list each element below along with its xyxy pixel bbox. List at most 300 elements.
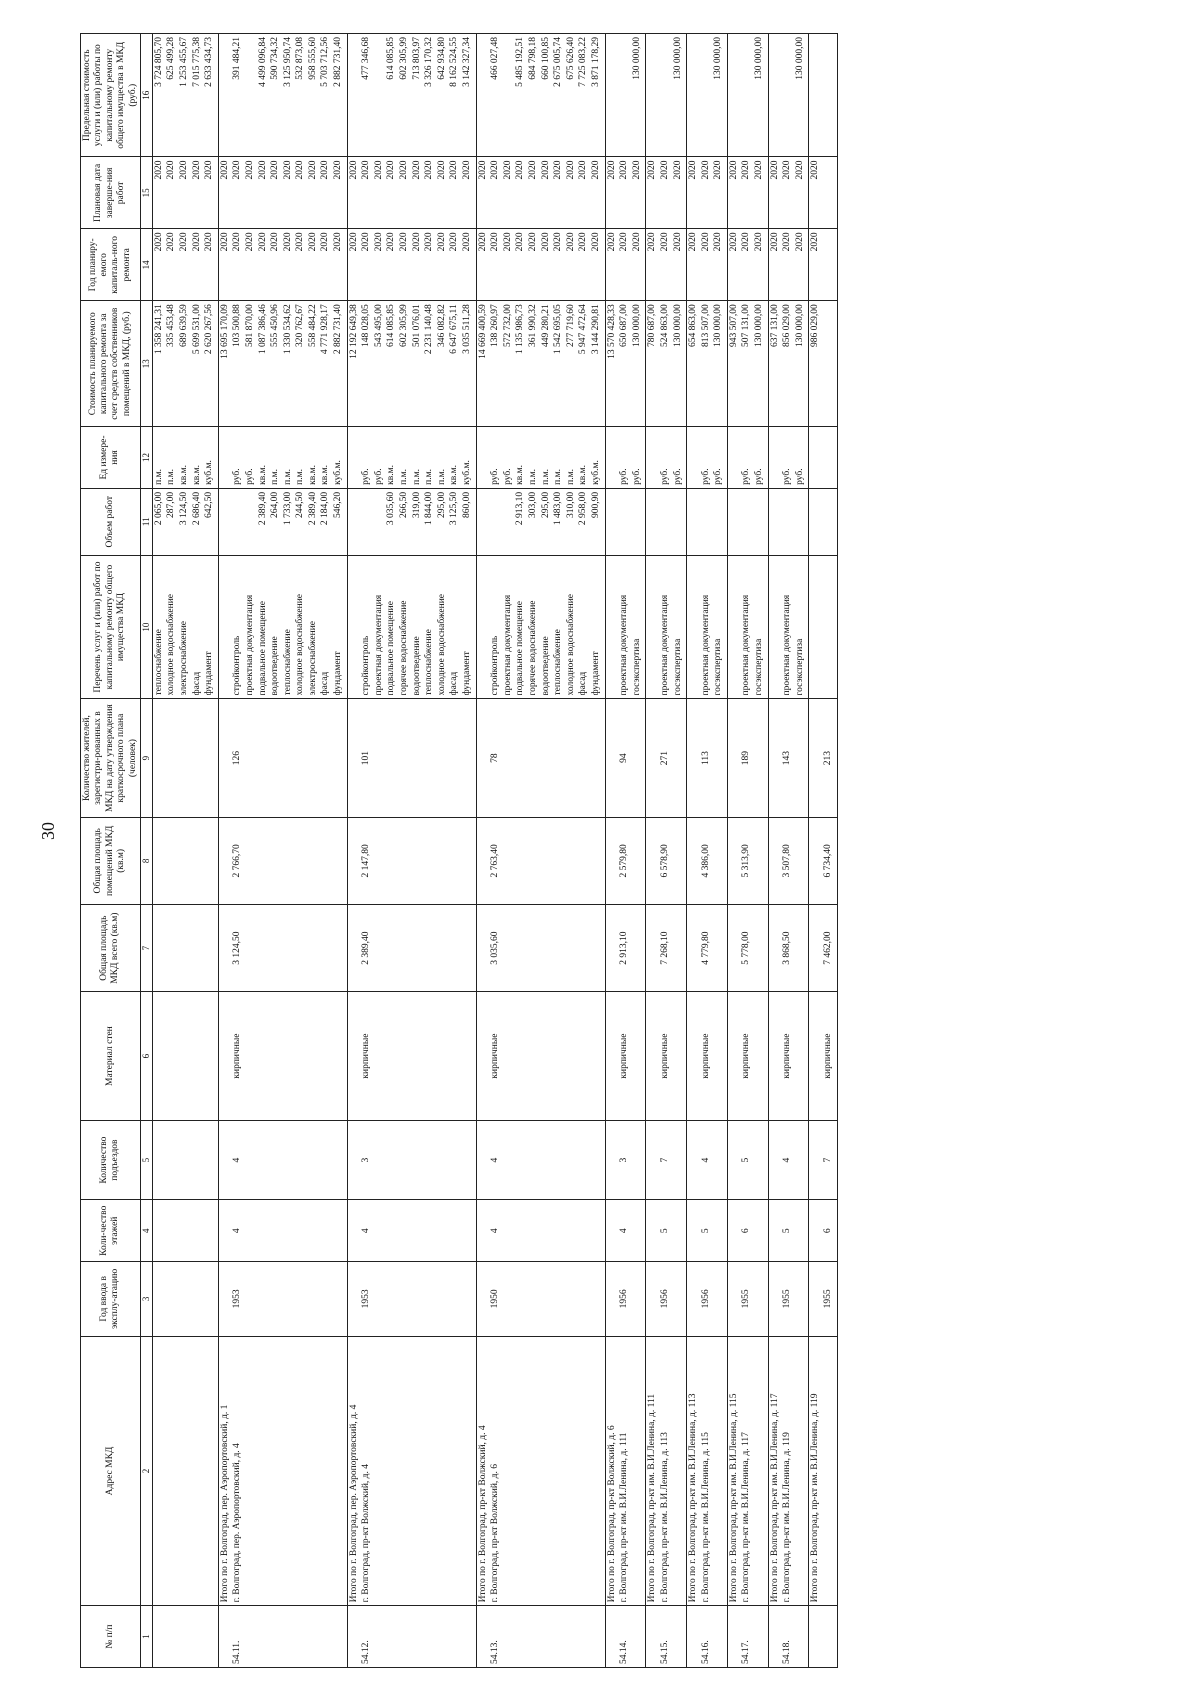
work-list-line: проектная документация	[502, 594, 513, 696]
floors-line: 5	[700, 1228, 711, 1234]
column-number-13: 13	[140, 301, 152, 427]
work-list-line	[220, 559, 233, 696]
row-number-line	[220, 1609, 233, 1664]
limit-cost-list-line: 1 253 455,67	[178, 37, 189, 87]
unit-list-line: кв.м.	[515, 464, 526, 485]
repair-year-list-line: 2020	[204, 232, 215, 252]
limit-cost-list-line: 130 000,00	[631, 37, 642, 80]
completion-date-list-line: 2020	[219, 160, 230, 180]
completion-date-list-line: 2020	[166, 160, 177, 180]
repair-year-list	[809, 229, 837, 301]
work-list-line: госэкспертиза	[794, 638, 805, 696]
residents	[687, 699, 728, 817]
work-list-line: проектная документация	[659, 594, 670, 696]
volume-list-line: 2 389,40	[257, 491, 268, 526]
row-number-line: 54.15.	[659, 1640, 670, 1664]
row-number-line	[770, 1609, 783, 1664]
floors-line: 6	[741, 1228, 752, 1234]
premises-area-line: 4 386,00	[700, 844, 711, 878]
unit-list-line	[810, 430, 823, 485]
unit-list-line	[729, 430, 742, 485]
wall-material-line	[647, 995, 660, 1116]
floors-line	[729, 1203, 742, 1258]
work-list-line: стройконтроль	[361, 635, 372, 696]
unit-list-line: кв.м.	[178, 464, 189, 485]
premises-area-line: 5 313,90	[741, 844, 752, 878]
volume-list-line: 2 389,40	[307, 491, 318, 526]
row-number	[809, 1606, 837, 1668]
volume-list	[768, 488, 809, 555]
unit-list	[727, 427, 768, 489]
year-built-line	[647, 1265, 660, 1333]
entrances-line: 3	[361, 1157, 372, 1163]
residents-line	[607, 702, 620, 813]
limit-cost-list	[646, 34, 687, 157]
cost-list-line: 130 000,00	[794, 304, 805, 348]
completion-date-list-line: 2020	[232, 160, 243, 180]
limit-cost-list	[768, 34, 809, 157]
repair-year-list-line: 2020	[700, 232, 711, 252]
volume-list	[218, 488, 347, 555]
unit-list	[809, 427, 837, 489]
volume-list-line: 1 844,00	[424, 491, 435, 526]
repair-year-list-line: 2020	[232, 232, 243, 252]
column-number-8: 8	[140, 817, 152, 904]
empty-cell	[152, 1336, 218, 1606]
work-list-line: подвальное помещение	[257, 601, 268, 696]
cost-list-line: 14 669 400,59	[477, 304, 488, 359]
total-area	[809, 905, 837, 992]
total-area-line: 4 779,80	[700, 931, 711, 965]
cost-list-line: 1 087 386,46	[257, 304, 268, 355]
wall-material	[476, 992, 605, 1120]
column-number-4: 4	[140, 1200, 152, 1262]
limit-cost-list-line	[810, 37, 823, 153]
cost-list-line: 449 280,21	[540, 304, 551, 348]
work-list-line: горячее водоснабжение	[527, 600, 538, 696]
repair-year-list	[218, 229, 347, 301]
year-built-line: 1955	[823, 1289, 834, 1309]
premises-area-line: 6 578,90	[659, 844, 670, 878]
volume-list-line: 295,00	[436, 491, 447, 518]
total-area-line: 2 389,40	[361, 931, 372, 965]
year-built-line: 1953	[361, 1289, 372, 1309]
empty-cell	[152, 699, 218, 817]
repair-year-list-line: 2020	[647, 232, 658, 252]
completion-date-list-line: 2020	[728, 160, 739, 180]
unit-list	[768, 427, 809, 489]
cost-list-line: 320 762,67	[295, 304, 306, 348]
cost-list-line: 5 699 531,00	[191, 304, 202, 355]
column-header-6: Материал стен	[81, 992, 141, 1120]
work-list-line: фасад	[191, 671, 202, 696]
limit-cost-list	[476, 34, 605, 157]
table-row	[727, 34, 768, 1668]
address-cell	[687, 1336, 728, 1606]
unit-list-line: руб.	[619, 468, 630, 485]
header-row	[81, 34, 141, 1668]
residents-line: 78	[490, 753, 501, 763]
volume-list-line	[490, 492, 503, 552]
cost-list-line: 13 695 170,09	[219, 304, 230, 359]
wall-material-line: кирпичные	[700, 1033, 711, 1079]
capital-repair-table	[80, 33, 838, 1668]
unit-list	[218, 427, 347, 489]
work-list-line: теплоснабжение	[153, 629, 164, 696]
volume-list-line	[701, 492, 714, 552]
repair-year-list-line: 2020	[490, 232, 501, 252]
unit-list	[347, 427, 476, 489]
year-built	[687, 1262, 728, 1337]
volume-list-line	[349, 492, 362, 552]
unit-list-line	[647, 430, 660, 485]
column-header-1: № п/п	[81, 1606, 141, 1668]
premises-area-line	[607, 821, 620, 901]
row-number	[476, 1606, 605, 1668]
entrances	[727, 1120, 768, 1200]
empty-cell	[152, 817, 218, 904]
limit-cost-list-line: 3 724 805,70	[153, 37, 164, 87]
completion-date-list-line: 2020	[754, 160, 765, 180]
volume-list-line: 1 483,00	[553, 491, 564, 526]
year-built-line: 1950	[490, 1289, 501, 1309]
work-list-line: холодное водоснабжение	[166, 594, 177, 696]
repair-year-list-line: 2020	[399, 232, 410, 252]
unit-list-line: п.м.	[282, 468, 293, 485]
completion-date-list	[687, 157, 728, 229]
work-list-line: горячее водоснабжение	[399, 600, 410, 696]
cost-list-line: 335 453,48	[166, 304, 177, 348]
work-list-line: подвальное помещение	[515, 601, 526, 696]
repair-year-list-line: 2020	[361, 232, 372, 252]
cost-list-line: 130 000,00	[631, 304, 642, 348]
repair-year-list	[347, 229, 476, 301]
repair-year-list	[476, 229, 605, 301]
year-built	[218, 1262, 347, 1337]
completion-date-list-line: 2020	[810, 160, 821, 180]
premises-area	[605, 817, 646, 904]
premises-area-line	[647, 821, 660, 901]
column-number-1: 1	[140, 1606, 152, 1668]
address-cell-line	[823, 1340, 836, 1603]
volume-list-line: 319,00	[411, 491, 422, 518]
completion-date-list-line: 2020	[462, 160, 472, 180]
cost-list-line: 130 000,00	[672, 304, 683, 348]
address-cell-line: Итого по г. Волгоград, пр-кт Волжский, д. 4	[477, 1425, 488, 1603]
work-list-line: подвальное помещение	[386, 601, 397, 696]
volume-list-line	[619, 492, 632, 552]
cost-list-line: 130 000,00	[754, 304, 765, 348]
residents	[768, 699, 809, 817]
volume-list-line: 2 184,00	[320, 491, 331, 526]
cost-list-line: 1 135 986,73	[515, 304, 526, 355]
table-row	[809, 34, 837, 1668]
completion-date-list-line: 2020	[769, 160, 780, 180]
unit-list-line: кв.м.	[578, 464, 589, 485]
row-number-line	[607, 1609, 620, 1664]
work-list-line: проектная документация	[244, 594, 255, 696]
page-number: 30	[38, 822, 58, 840]
limit-cost-list-line	[245, 37, 258, 153]
total-area	[768, 905, 809, 992]
premises-area	[687, 817, 728, 904]
total-area-line: 3 124,50	[232, 931, 243, 965]
completion-date-list-line: 2020	[244, 160, 255, 180]
residents	[646, 699, 687, 817]
cost-list-line: 637 131,00	[769, 304, 780, 348]
volume-list-line	[374, 492, 387, 552]
address-cell-line: Итого по г. Волгоград, пер. Аэропортовский, д. 4	[348, 1404, 359, 1603]
work-list-line: проектная документация	[700, 594, 711, 696]
row-number-line: 54.14.	[619, 1640, 630, 1664]
residents-line: 94	[619, 753, 630, 763]
year-built-line	[478, 1265, 491, 1333]
completion-date-list-line: 2020	[320, 160, 331, 180]
floors-line: 5	[659, 1228, 670, 1234]
cost-list-line: 1 542 695,05	[553, 304, 564, 355]
repair-year-list-line: 2020	[794, 232, 805, 252]
cost-list-line: 654 863,00	[688, 304, 699, 348]
total-area	[218, 905, 347, 992]
total-area-line	[688, 908, 701, 988]
year-built-line: 1956	[619, 1289, 630, 1309]
premises-area	[476, 817, 605, 904]
limit-cost-list-line: 3 142 327,34	[462, 37, 472, 87]
limit-cost-list-line	[741, 37, 754, 153]
cost-list-line: 1 358 241,31	[153, 304, 164, 355]
cost-list	[152, 301, 218, 427]
total-area-line	[729, 908, 742, 988]
completion-date-list-line: 2020	[565, 160, 576, 180]
completion-date-list	[152, 157, 218, 229]
wall-material-line	[770, 995, 783, 1116]
completion-date-list-line: 2020	[631, 160, 642, 180]
residents-line	[729, 702, 742, 813]
repair-year-list	[152, 229, 218, 301]
limit-cost-list-line: 5 485 192,51	[515, 37, 526, 87]
volume-list	[152, 488, 218, 555]
volume-list	[727, 488, 768, 555]
limit-cost-list-line	[770, 37, 783, 153]
address-cell-line: Итого по г. Волгоград, пр-кт им. В.И.Ленина, д. 119	[810, 1393, 821, 1603]
repair-year-list-line: 2020	[166, 232, 177, 252]
limit-cost-list	[347, 34, 476, 157]
limit-cost-list-line: 684 798,18	[527, 37, 538, 80]
cost-list-line: 581 870,00	[244, 304, 255, 348]
completion-date-list-line: 2020	[540, 160, 551, 180]
completion-date-list-line: 2020	[333, 160, 344, 180]
repair-year-list-line: 2020	[553, 232, 564, 252]
year-built-line	[607, 1265, 620, 1333]
wall-material	[646, 992, 687, 1120]
volume-list-line: 2 065,00	[153, 491, 164, 526]
limit-cost-list-line: 713 803,97	[411, 37, 422, 80]
column-number-12: 12	[140, 427, 152, 489]
unit-list	[605, 427, 646, 489]
limit-cost-list-line	[688, 37, 701, 153]
unit-list-line: руб.	[502, 468, 513, 485]
completion-date-list-line: 2020	[436, 160, 447, 180]
cost-list	[605, 301, 646, 427]
premises-area	[768, 817, 809, 904]
unit-list-line: руб.	[361, 468, 372, 485]
cost-list-line: 650 687,00	[619, 304, 630, 348]
address-cell	[605, 1336, 646, 1606]
wall-material-line: кирпичные	[741, 1033, 752, 1079]
limit-cost-list-line: 2 882 731,40	[333, 37, 344, 87]
premises-area-line: 2 766,70	[232, 844, 243, 878]
premises-area-line: 2 579,80	[619, 844, 630, 878]
limit-cost-list-line: 958 555,60	[307, 37, 318, 80]
wall-material-line	[220, 995, 233, 1116]
unit-list	[646, 427, 687, 489]
total-area-line: 2 913,10	[619, 931, 630, 965]
completion-date-list-line: 2020	[257, 160, 268, 180]
total-area-line	[220, 908, 233, 988]
column-header-14: Год планиру-емого капиталь-ного ремонта	[81, 229, 141, 301]
unit-list-line	[349, 430, 362, 485]
completion-date-list-line: 2020	[672, 160, 683, 180]
work-list	[347, 555, 476, 699]
entrances-line: 7	[823, 1157, 834, 1163]
year-built-line	[349, 1265, 362, 1333]
completion-date-list	[727, 157, 768, 229]
total-area	[727, 905, 768, 992]
unit-list-line: руб.	[232, 468, 243, 485]
wall-material	[727, 992, 768, 1120]
work-list-line: фундамент	[204, 651, 215, 696]
completion-date-list-line: 2020	[590, 160, 601, 180]
work-list	[727, 555, 768, 699]
volume-list	[476, 488, 605, 555]
work-list-line	[688, 559, 701, 696]
floors	[809, 1200, 837, 1262]
row-number	[218, 1606, 347, 1668]
unit-list-line: руб.	[244, 468, 255, 485]
column-header-15: Плановая дата заверше-ния работ	[81, 157, 141, 229]
floors	[476, 1200, 605, 1262]
table-row	[347, 34, 476, 1668]
volume-list-line	[741, 492, 754, 552]
premises-area-line	[729, 821, 742, 901]
entrances-line	[770, 1124, 783, 1197]
column-number-row	[140, 34, 152, 1668]
row-number-line	[647, 1609, 660, 1664]
volume-list-line	[754, 492, 767, 552]
premises-area-line	[220, 821, 233, 901]
cost-list-line: 2 882 731,40	[333, 304, 344, 355]
repair-year-list-line: 2020	[320, 232, 331, 252]
cost-list-line: 2 231 140,48	[424, 304, 435, 355]
completion-date-list-line: 2020	[647, 160, 658, 180]
completion-date-list	[605, 157, 646, 229]
total-area-line	[647, 908, 660, 988]
completion-date-list-line: 2020	[553, 160, 564, 180]
cost-list	[476, 301, 605, 427]
residents-line: 101	[361, 750, 372, 766]
residents	[809, 699, 837, 817]
wall-material-line	[349, 995, 362, 1116]
completion-date-list-line: 2020	[782, 160, 793, 180]
limit-cost-list-line	[374, 37, 387, 153]
row-number-line	[729, 1609, 742, 1664]
repair-year-list	[687, 229, 728, 301]
column-header-8: Общая площадь помещений МКД (кв.м)	[81, 817, 141, 904]
floors-line: 5	[782, 1228, 793, 1234]
address-cell-line: Итого по г. Волгоград, пр-кт им. В.И.Ленина, д. 117	[769, 1393, 780, 1603]
completion-date-list	[476, 157, 605, 229]
unit-list	[687, 427, 728, 489]
entrances-line: 4	[700, 1157, 711, 1163]
cost-list-line: 2 620 267,56	[204, 304, 215, 355]
address-cell-line: г. Волгоград, пр-кт Волжский, д. 4	[361, 1464, 372, 1603]
work-list-line: фундамент	[462, 651, 472, 696]
year-built-line	[688, 1265, 701, 1333]
residents-line	[478, 702, 491, 813]
entrances-line: 4	[782, 1157, 793, 1163]
wall-material	[347, 992, 476, 1120]
cost-list-line: 148 028,05	[361, 304, 372, 348]
limit-cost-list-line	[660, 37, 673, 153]
row-number	[646, 1606, 687, 1668]
volume-list-line	[632, 492, 645, 552]
cost-list-line: 13 570 428,33	[606, 304, 617, 359]
row-number-line: 54.16.	[700, 1640, 711, 1664]
cost-list	[809, 301, 837, 427]
cost-list-line: 856 029,00	[782, 304, 793, 348]
work-list-line	[729, 559, 742, 696]
floors-line	[688, 1203, 701, 1258]
column-number-5: 5	[140, 1120, 152, 1200]
wall-material-line	[478, 995, 491, 1116]
work-list-line: холодное водоснабжение	[295, 594, 306, 696]
unit-list-line: руб.	[741, 468, 752, 485]
completion-date-list-line: 2020	[153, 160, 164, 180]
unit-list-line: п.м.	[270, 468, 281, 485]
address-cell-line: г. Волгоград, пр-кт им. В.И.Ленина, д. 119	[782, 1432, 793, 1603]
completion-date-list-line: 2020	[502, 160, 513, 180]
volume-list-line: 295,00	[540, 491, 551, 518]
residents-line	[647, 702, 660, 813]
cost-list-line: 689 639,59	[178, 304, 189, 348]
limit-cost-list-line: 2 633 434,73	[204, 37, 215, 87]
volume-list-line	[607, 492, 620, 552]
column-number-7: 7	[140, 905, 152, 992]
total-area	[605, 905, 646, 992]
repair-year-list-line: 2020	[502, 232, 513, 252]
empty-cell	[152, 1120, 218, 1200]
work-list-line: фундамент	[590, 651, 601, 696]
unit-list-line: п.м.	[411, 468, 422, 485]
unit-list-line: кв.м.	[257, 464, 268, 485]
volume-list-line	[770, 492, 783, 552]
cost-list-line: 346 082,82	[436, 304, 447, 348]
limit-cost-list-line: 130 000,00	[713, 37, 724, 80]
limit-cost-list-line: 602 305,99	[399, 37, 410, 80]
limit-cost-list-line: 466 027,48	[490, 37, 501, 80]
column-number-3: 3	[140, 1262, 152, 1337]
cost-list	[646, 301, 687, 427]
volume-list	[687, 488, 728, 555]
premises-area-line	[770, 821, 783, 901]
total-area-line: 7 268,10	[659, 931, 670, 965]
residents	[476, 699, 605, 817]
table-row	[687, 34, 728, 1668]
completion-date-list-line: 2020	[619, 160, 630, 180]
work-list-line: холодное водоснабжение	[565, 594, 576, 696]
repair-year-list-line: 2020	[424, 232, 435, 252]
limit-cost-list-line: 2 675 005,74	[553, 37, 564, 87]
